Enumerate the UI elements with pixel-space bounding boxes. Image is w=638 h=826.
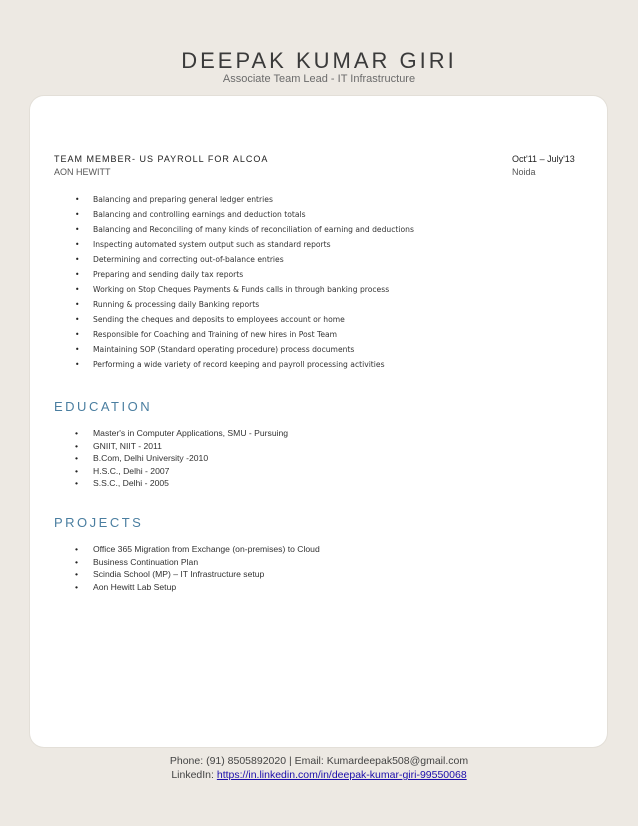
education-list — [54, 428, 288, 491]
resume-name: DEEPAK KUMAR GIRI — [181, 48, 457, 73]
list-item: • Sending the cheques and deposits to employees account or home — [54, 314, 414, 329]
resume-role: Associate Team Lead - IT Infrastructure — [222, 73, 416, 85]
list-item: • Balancing and Reconciling of many kinds of reconciliation of earning and deductions — [54, 224, 414, 239]
job-title: TEAM MEMBER- US PAYROLL FOR ALCOA — [54, 154, 269, 164]
linkedin-line — [0, 769, 638, 781]
contact-line: Phone: (91) 8505892020 | Email: Kumardeepak508@gmail.com — [169, 755, 469, 767]
list-item: • GNIIT, NIIT - 2011 — [54, 441, 288, 454]
list-item: • Running & processing daily Banking reports — [54, 299, 414, 314]
list-item: • S.S.C., Delhi - 2005 — [54, 478, 288, 491]
list-item: • B.Com, Delhi University -2010 — [54, 453, 288, 466]
list-item: • Master's in Computer Applications, SMU - Pursuing — [54, 428, 288, 441]
education-heading: EDUCATION — [54, 399, 153, 414]
projects-heading: PROJECTS — [54, 515, 144, 530]
job-location: Noida — [512, 167, 536, 177]
job-company: AON HEWITT — [54, 167, 111, 177]
list-item: • Business Continuation Plan — [54, 557, 320, 570]
linkedin-link[interactable]: https://in.linkedin.com/in/deepak-kumar-giri-99550068 — [216, 769, 467, 781]
job-duties-list — [54, 194, 414, 374]
list-item: • H.S.C., Delhi - 2007 — [54, 466, 288, 479]
list-item: • Aon Hewitt Lab Setup — [54, 582, 320, 595]
resume-card — [30, 96, 607, 747]
list-item: • Inspecting automated system output such as standard reports — [54, 239, 414, 254]
job-dates: Oct'11 – July'13 — [512, 154, 575, 164]
list-item: • Maintaining SOP (Standard operating procedure) process documents — [54, 344, 414, 359]
list-item: • Balancing and controlling earnings and deduction totals — [54, 209, 414, 224]
list-item: • Office 365 Migration from Exchange (on-premises) to Cloud — [54, 544, 320, 557]
list-item: • Balancing and preparing general ledger entries — [54, 194, 414, 209]
list-item: • Working on Stop Cheques Payments & Funds calls in through banking process — [54, 284, 414, 299]
list-item: • Preparing and sending daily tax reports — [54, 269, 414, 284]
list-item: • Performing a wide variety of record keeping and payroll processing activities — [54, 359, 414, 374]
list-item: • Determining and correcting out-of-balance entries — [54, 254, 414, 269]
projects-list — [54, 544, 320, 594]
job-entry — [54, 154, 584, 177]
list-item: • Scindia School (MP) – IT Infrastructure setup — [54, 569, 320, 582]
list-item: • Responsible for Coaching and Training of new hires in Post Team — [54, 329, 414, 344]
linkedin-label: LinkedIn: — [171, 769, 217, 781]
